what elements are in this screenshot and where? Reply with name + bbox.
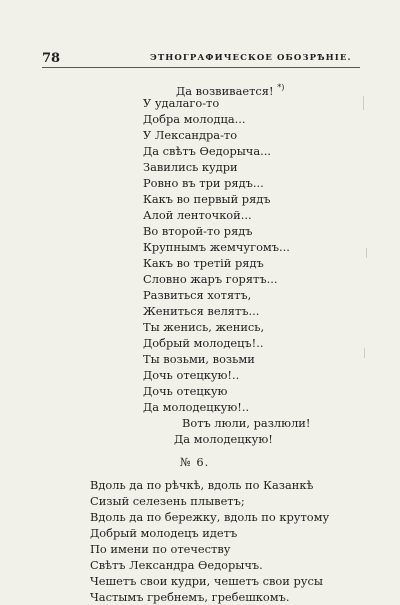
- refrain-line: Да молодецкую!: [174, 432, 273, 446]
- verse-line: Ровно въ три рядъ...: [143, 176, 264, 190]
- verse-line: Вдоль да по рѣчкѣ, вдоль по Казанкѣ: [90, 478, 314, 492]
- verse-line: Какъ во третій рядъ: [143, 256, 264, 270]
- verse-line: У Лександра-то: [143, 128, 238, 142]
- verse-line: Вдоль да по бережку, вдоль по крутому: [90, 510, 330, 524]
- verse-line: Развиться хотятъ,: [143, 288, 252, 302]
- verse-line: Завились кудри: [143, 160, 238, 174]
- header-rule: [42, 67, 360, 68]
- verse-line: Дочь отецкую: [143, 384, 228, 398]
- footnote-marker: *): [277, 83, 285, 92]
- margin-mark: [366, 248, 367, 258]
- opening-line-text: Да возвивается!: [176, 83, 274, 98]
- verse-line: Добра молодца...: [143, 112, 246, 126]
- verse-line: У удалаго-то: [143, 96, 220, 110]
- verse-line: По имени по отечеству: [90, 542, 231, 556]
- verse-line: Жениться велятъ...: [143, 304, 260, 318]
- verse-line: Свѣтъ Лександра Ѳедорычъ.: [90, 558, 263, 572]
- margin-mark: [363, 96, 364, 110]
- margin-mark: [364, 348, 365, 358]
- verse-line: Какъ во первый рядъ: [143, 192, 271, 206]
- verse-line: Алой ленточкой...: [143, 208, 252, 222]
- verse-line: Чешетъ свои кудри, чешетъ свои русы: [90, 574, 323, 588]
- verse-line: Частымъ гребнемъ, гребешкомъ.: [90, 590, 290, 604]
- verse-line: Крупнымъ жемчугомъ...: [143, 240, 290, 254]
- verse-line: Да молодецкую!..: [143, 400, 250, 414]
- verse-line: Дочь отецкую!..: [143, 368, 240, 382]
- verse-line: Добрый молодецъ!..: [143, 336, 264, 350]
- refrain-line: Вотъ люли, разлюли!: [182, 416, 311, 430]
- section-title: № 6.: [180, 455, 210, 469]
- verse-line: Сизый селезень плыветъ;: [90, 494, 245, 508]
- running-head: ЭТНОГРАФИЧЕСКОЕ ОБОЗРѢНІЕ.: [150, 53, 352, 63]
- verse-line: Добрый молодецъ идетъ: [90, 526, 238, 540]
- verse-line: Да свѣтъ Ѳедорыча...: [143, 144, 271, 158]
- page-number: 78: [42, 51, 61, 66]
- page-header: [42, 51, 360, 65]
- verse-line: Ты женись, женись,: [143, 320, 265, 334]
- verse-line: Ты возьми, возьми: [143, 352, 255, 366]
- verse-line: Во второй-то рядъ: [143, 224, 253, 238]
- verse-line: Словно жаръ горятъ...: [143, 272, 278, 286]
